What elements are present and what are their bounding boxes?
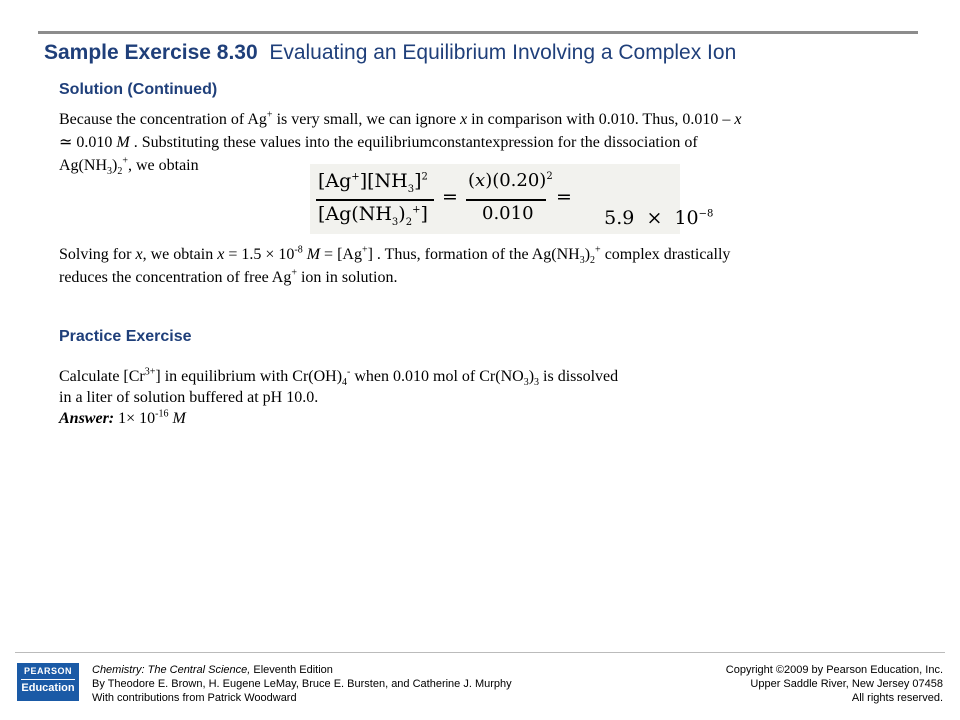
rights-line: All rights reserved.	[851, 692, 943, 704]
solution-paragraph-2: Solving for x, we obtain $x = 1.5 \times 10^{-8}$ M = [Ag+] . Thus, formation of the $Ag(NH_3)_2^+$ complex drastically reduces the concentration of free Ag+ ion in solution.	[59, 244, 731, 286]
solution-heading: Solution (Continued)	[59, 81, 218, 98]
footer-citation	[92, 663, 512, 705]
practice-question: Calculate $[Cr^{3+}]$ in equilibrium with $Cr(OH)_4^-$ when 0.010 mol of $Cr(NO_3)_3$ is dissolved in a liter of solution buffered at pH 10.0. Answer: $1\times 10^{-16}$ M	[59, 366, 619, 427]
eq-fraction-bar-right	[466, 199, 546, 201]
solution-paragraph-1: Because the concentration of Ag+ is very small, we can ignore x in comparison with 0.010. Thus, 0.010 – x ≃ 0.010 M . Substituting these values into the equilibriumconstantexpression for the dissociation of $Ag(NH_3)_2^+$, we obtain	[59, 109, 742, 178]
footer-rule	[15, 652, 945, 653]
book-contributors: With contributions from Patrick Woodward	[92, 692, 297, 704]
logo-divider	[21, 679, 75, 680]
eq-denominator-right: 0.010	[482, 203, 534, 224]
publisher-address: Upper Saddle River, New Jersey 07458	[750, 678, 943, 690]
equilibrium-equation	[310, 164, 714, 234]
book-edition: Eleventh Edition	[250, 664, 333, 676]
eq-numerator-left: $[Ag^+][NH_3]^2$	[318, 170, 428, 195]
eq-equals-1: =	[442, 186, 458, 208]
answer-label: Answer:	[59, 410, 115, 427]
copyright-line: Copyright ©2009 by Pearson Education, Inc.	[725, 664, 943, 676]
book-title: Chemistry: The Central Science,	[92, 664, 251, 676]
pearson-logo	[17, 663, 79, 701]
eq-equals-2: =	[556, 186, 572, 208]
eq-result: $5.9 \times 10^{-8}$	[604, 207, 714, 229]
practice-heading: Practice Exercise	[59, 328, 192, 345]
eq-numerator-right: $(x)(0.20)^2$	[468, 170, 553, 191]
title-exercise-number: Sample Exercise 8.30	[44, 41, 258, 64]
eq-denominator-left: $[Ag(NH_3)_2^+]$	[318, 203, 428, 228]
title-topic: Evaluating an Equilibrium Involving a Complex Ion	[269, 41, 737, 64]
footer-copyright	[726, 663, 943, 705]
slide-title	[44, 41, 736, 65]
book-authors: By Theodore E. Brown, H. Eugene LeMay, Bruce E. Bursten, and Catherine J. Murphy	[92, 678, 512, 690]
eq-fraction-bar-left	[316, 199, 434, 201]
logo-education-text: Education	[21, 682, 75, 694]
top-rule	[38, 31, 918, 34]
logo-pearson-text: PEARSON	[23, 666, 72, 676]
